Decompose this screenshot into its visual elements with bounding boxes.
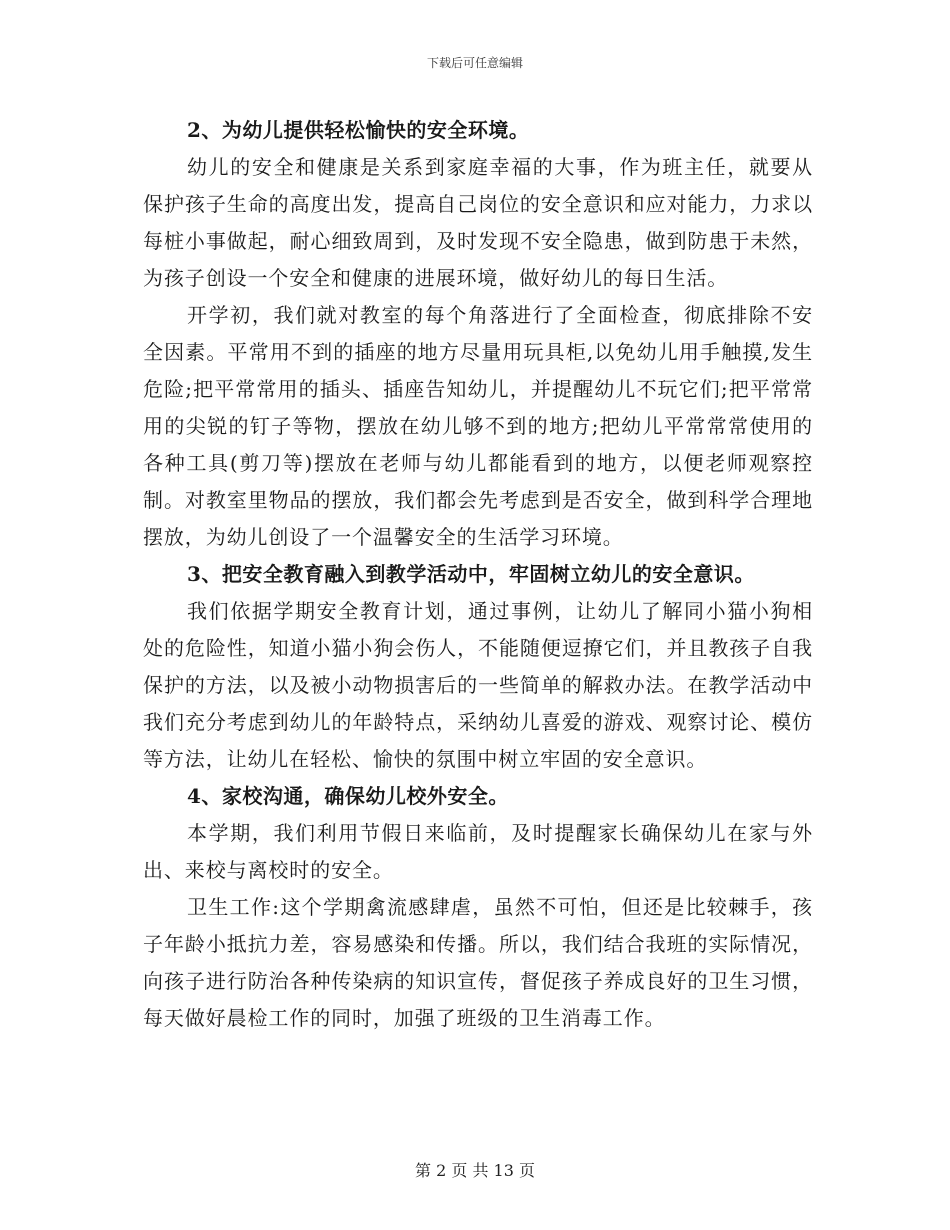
- page-header: 下载后可任意编辑: [426, 56, 523, 70]
- section-heading-2: 2、为幼儿提供轻松愉快的安全环境。: [187, 118, 530, 142]
- section-heading-3: 3、把安全教育融入到教学活动中，牢固树立幼儿的安全意识。: [187, 562, 755, 586]
- paragraph-classroom-check: 开学初，我们就对教室的每个角落进行了全面检查，彻底排除不安全因素。平常用不到的插座的地方尽量用玩具柜,以免幼儿用手触摸,发生危险;把平常常用的插头、插座告知幼儿，并提醒幼儿不玩它们;把平常常用的尖锐的钉子等物，摆放在幼儿够不到的地方;把幼儿平常常常使用的各种工具(剪刀等)摆放在老师与幼儿都能看到的地方，以便老师观察控制。对教室里物品的摆放，我们都会先考虑到是否安全，做到科学合理地摆放，为幼儿创设了一个温馨安全的生活学习环境。: [143, 303, 813, 549]
- section-heading-4: 4、家校沟通，确保幼儿校外安全。: [187, 784, 509, 808]
- page-number-footer: 第 2 页 共 13 页: [415, 1161, 535, 1180]
- paragraph-hygiene-work: 卫生工作:这个学期禽流感肆虐，虽然不可怕，但还是比较棘手，孩子年龄小抵抗力差，容易感染和传播。所以，我们结合我班的实际情况，向孩子进行防治各种传染病的知识宣传，督促孩子养成良好的卫生习惯，每天做好晨检工作的同时，加强了班级的卫生消毒工作。: [143, 895, 813, 1030]
- paragraph-safety-health: 幼儿的安全和健康是关系到家庭幸福的大事，作为班主任，就要从保护孩子生命的高度出发，提高自己岗位的安全意识和应对能力，力求以每桩小事做起，耐心细致周到，及时发现不安全隐患，做到防患于未然，为孩子创设一个安全和健康的进展环境，做好幼儿的每日生活。: [143, 155, 813, 290]
- paragraph-teaching-activities: 我们依据学期安全教育计划，通过事例，让幼儿了解同小猫小狗相处的危险性，知道小猫小狗会伤人，不能随便逗撩它们，并且教孩子自我保护的方法，以及被小动物损害后的一些简单的解救办法。在教学活动中我们充分考虑到幼儿的年龄特点，采纳幼儿喜爱的游戏、观察讨论、模仿等方法，让幼儿在轻松、愉快的氛围中树立牢固的安全意识。: [143, 599, 813, 771]
- paragraph-holiday-reminder: 本学期，我们利用节假日来临前，及时提醒家长确保幼儿在家与外出、来校与离校时的安全。: [143, 821, 813, 882]
- document-body: [143, 112, 813, 1037]
